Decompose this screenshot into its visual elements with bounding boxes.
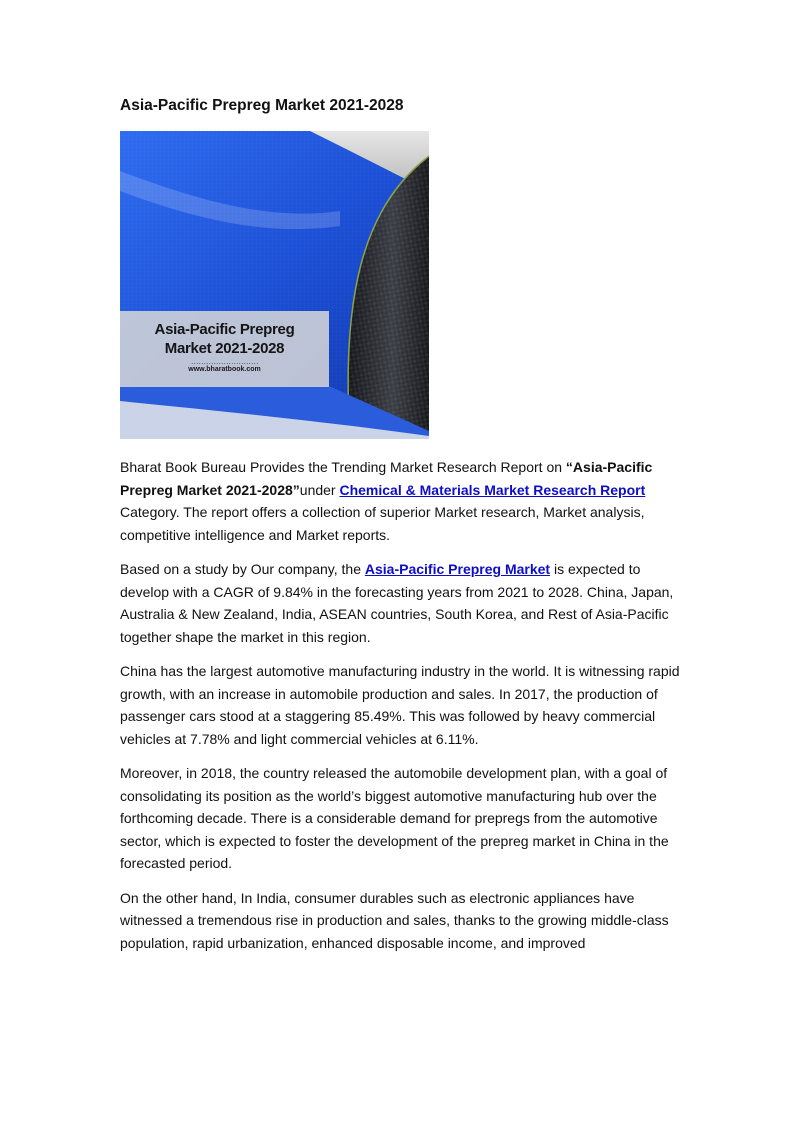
market-link[interactable]: Asia-Pacific Prepreg Market (364, 561, 551, 577)
cover-website: www.bharatbook.com (188, 366, 261, 373)
plan-paragraph: Moreover, in 2018, the country released the automobile development plan, with a goal of consolidating its position as the world’s biggest automotive manufacturing hub over the forthcoming decade. There is a considerable demand for prepregs from the automotive sector, which is expected to foster the development of the prepreg market in China in the forecasted period. (120, 765, 669, 871)
report-cover-image (120, 131, 429, 439)
cover-title-card (120, 311, 329, 387)
cover-title-line-1: Asia-Pacific Prepreg (154, 321, 295, 338)
cover-dots: ……………………… (190, 357, 259, 366)
document-title: Asia-Pacific Prepreg Market 2021-2028 (120, 97, 404, 114)
intro-text-c: Category. The report offers a collection of superior Market research, Market analysis, competitive intelligence and Market reports. (120, 504, 645, 543)
intro-text-a: Bharat Book Bureau Provides the Trending Market Research Report on (120, 459, 566, 475)
china-paragraph: China has the largest automotive manufacturing industry in the world. It is witnessing rapid growth, with an increase in automobile production and sales. In 2017, the production of passenger cars stood at a staggering 85.49%. This was followed by heavy commercial vehicles at 7.78% and light commercial vehicles at 6.11%. (120, 663, 680, 747)
intro-paragraph (120, 456, 682, 546)
report-title-bold: “Asia-Pacific Prepreg Market 2021-2028” (120, 459, 653, 498)
document-page (120, 96, 682, 966)
study-text-b: is expected to develop with a CAGR of 9.84% in the forecasting years from 2021 to 2028. China, Japan, Australia & New Zealand, India, ASEAN countries, South Korea, and Rest of Asia-Pacific together shape the market in this region. (120, 561, 674, 645)
category-link[interactable]: Chemical & Materials Market Research Report (339, 481, 646, 498)
india-paragraph: On the other hand, In India, consumer durables such as electronic appliances have witnessed a tremendous rise in production and sales, thanks to the growing middle-class population, rapid urbanization, enhanced disposable income, and improved (120, 889, 669, 951)
intro-text-b: under (299, 481, 340, 498)
study-paragraph (120, 558, 682, 648)
cover-title-line-2: Market 2021-2028 (164, 340, 285, 357)
prepreg-fabric-illustration (120, 131, 429, 439)
study-text-a: Based on a study by Our company, the (120, 561, 365, 577)
